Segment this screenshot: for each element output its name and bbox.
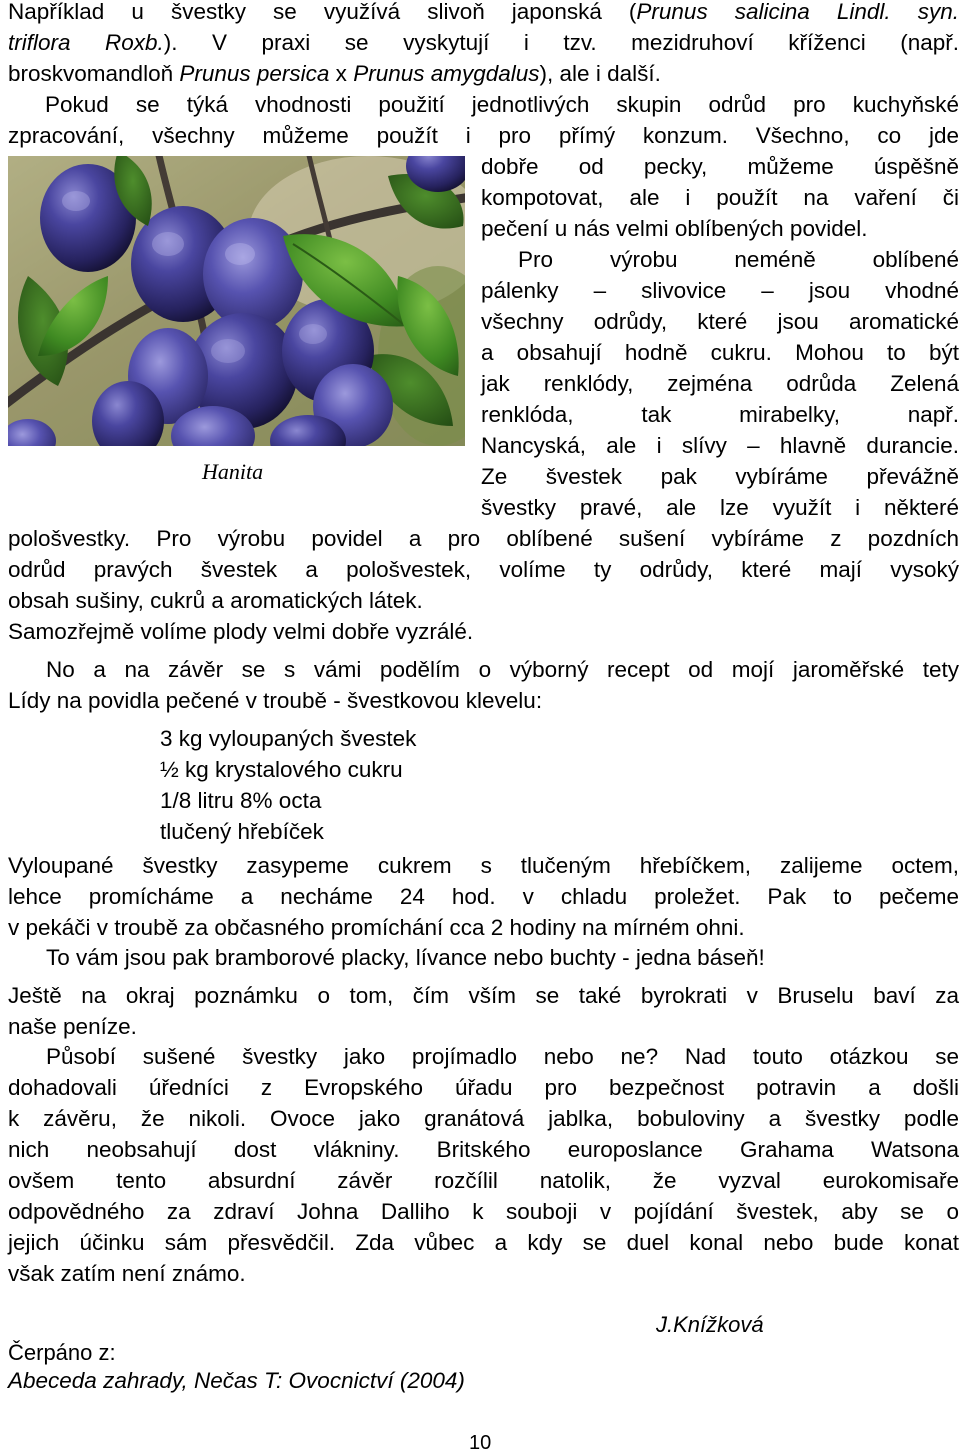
text-line: obsah sušiny, cukrů a aromatických látek. [8,588,423,613]
text-line: lehce promícháme a necháme 24 hod. v chladu proležet. Pak to pečeme [8,884,959,909]
text-line: v pekáči v troubě za občasného promíchání cca 2 hodiny na mírném ohni. [8,915,745,940]
text-line: naše peníze. [8,1014,137,1039]
text-line: ovšem tento absurdní závěr rozčílil natolik, že vyzval eurokomisaře [8,1168,959,1193]
ingredient-item: ½ kg krystalového cukru [160,757,403,782]
text-line: Samozřejmě volíme plody velmi dobře vyzrálé. [8,619,474,644]
text-line: No a na závěr se s vámi podělím o výborný recept od mojí jaroměřské tety [46,657,959,682]
page-number: 10 [469,1432,492,1454]
text-line: zpracování, všechny můžeme použít i pro přímý konzum. Všechno, co jde [8,123,959,148]
text-line: Ještě na okraj poznámku o tom, čím vším se také byrokrati v Bruselu baví za [8,983,959,1008]
plum-photo [8,156,465,446]
text-line: odrůd pravých švestek a pološvestek, volíme ty odrůdy, které mají vysoký [8,557,959,582]
text-line: jak renklódy, zejména odrůda Zelená [481,371,959,396]
text-line: dohadovali úředníci z Evropského úřadu pro bezpečnost potravin a došli [8,1075,959,1100]
text-line: Vyloupané švestky zasypeme cukrem s tlučeným hřebíčkem, zalijeme octem, [8,853,959,878]
text-line: Pokud se týká vhodnosti použití jednotlivých skupin odrůd pro kuchyňské [45,92,959,117]
text-line: jejich účinku sám přesvědčil. Zda vůbec a kdy se duel konal nebo bude konat [8,1230,959,1255]
text-line: pálenky – slivovice – jsou vhodné [481,278,959,303]
text-line: všechny odrůdy, které jsou aromatické [481,309,959,334]
text-line: Lídy na povidla pečené v troubě - švestkovou klevelu: [8,688,543,713]
text-line: To vám jsou pak bramborové placky, lívance nebo buchty - jedna báseň! [46,945,765,970]
text-line: k závěru, že nikoli. Ovoce jako granátová jablka, bobuloviny a švestky podle [8,1106,959,1131]
ingredient-item: tlučený hřebíček [160,819,324,844]
text-line: odpovědného za zdraví Johna Dalliho k souboji v pojídání švestek, aby se o [8,1199,959,1224]
text-line: Pro výrobu neméně oblíbené [518,247,959,272]
text-line: a obsahují hodně cukru. Mohou to být [481,340,959,365]
text-line: však zatím není známo. [8,1261,246,1286]
text-line: kompotovat, ale i použít na vaření či [481,185,959,210]
ingredient-item: 1/8 litru 8% octa [160,788,322,813]
text-line: triflora Roxb.). V praxi se vyskytují i tzv. mezidruhoví kříženci (např. [8,30,959,55]
photo-caption: Hanita [202,459,264,484]
text-line: pološvestky. Pro výrobu povidel a pro oblíbené sušení vybíráme z pozdních [8,526,959,551]
source-citation: Abeceda zahrady, Nečas T: Ovocnictví (2004) [8,1368,465,1393]
source-label: Čerpáno z: [8,1340,116,1365]
ingredient-item: 3 kg vyloupaných švestek [160,726,417,751]
text-line: dobře od pecky, můžeme úspěšně [481,154,959,179]
text-line: Například u švestky se využívá slivoň japonská (Prunus salicina Lindl. syn. [8,0,959,24]
text-line: švestky pravé, ale lze využít i některé [481,495,959,520]
text-line: nich neobsahují dost vlákniny. Britského europoslance Grahama Watsona [8,1137,959,1162]
text-line: Ze švestek pak vybíráme převážně [481,464,959,489]
text-line: broskvomandloň Prunus persica x Prunus amygdalus), ale i další. [8,61,661,86]
text-line: Působí sušené švestky jako projímadlo nebo ne? Nad touto otázkou se [46,1044,959,1069]
text-line: pečení u nás velmi oblíbených povidel. [481,216,868,241]
text-line: renklóda, tak mirabelky, např. [481,402,959,427]
author-signature: J.Knížková [656,1312,764,1337]
text-line: Nancyská, ale i slívy – hlavně durancie. [481,433,959,458]
